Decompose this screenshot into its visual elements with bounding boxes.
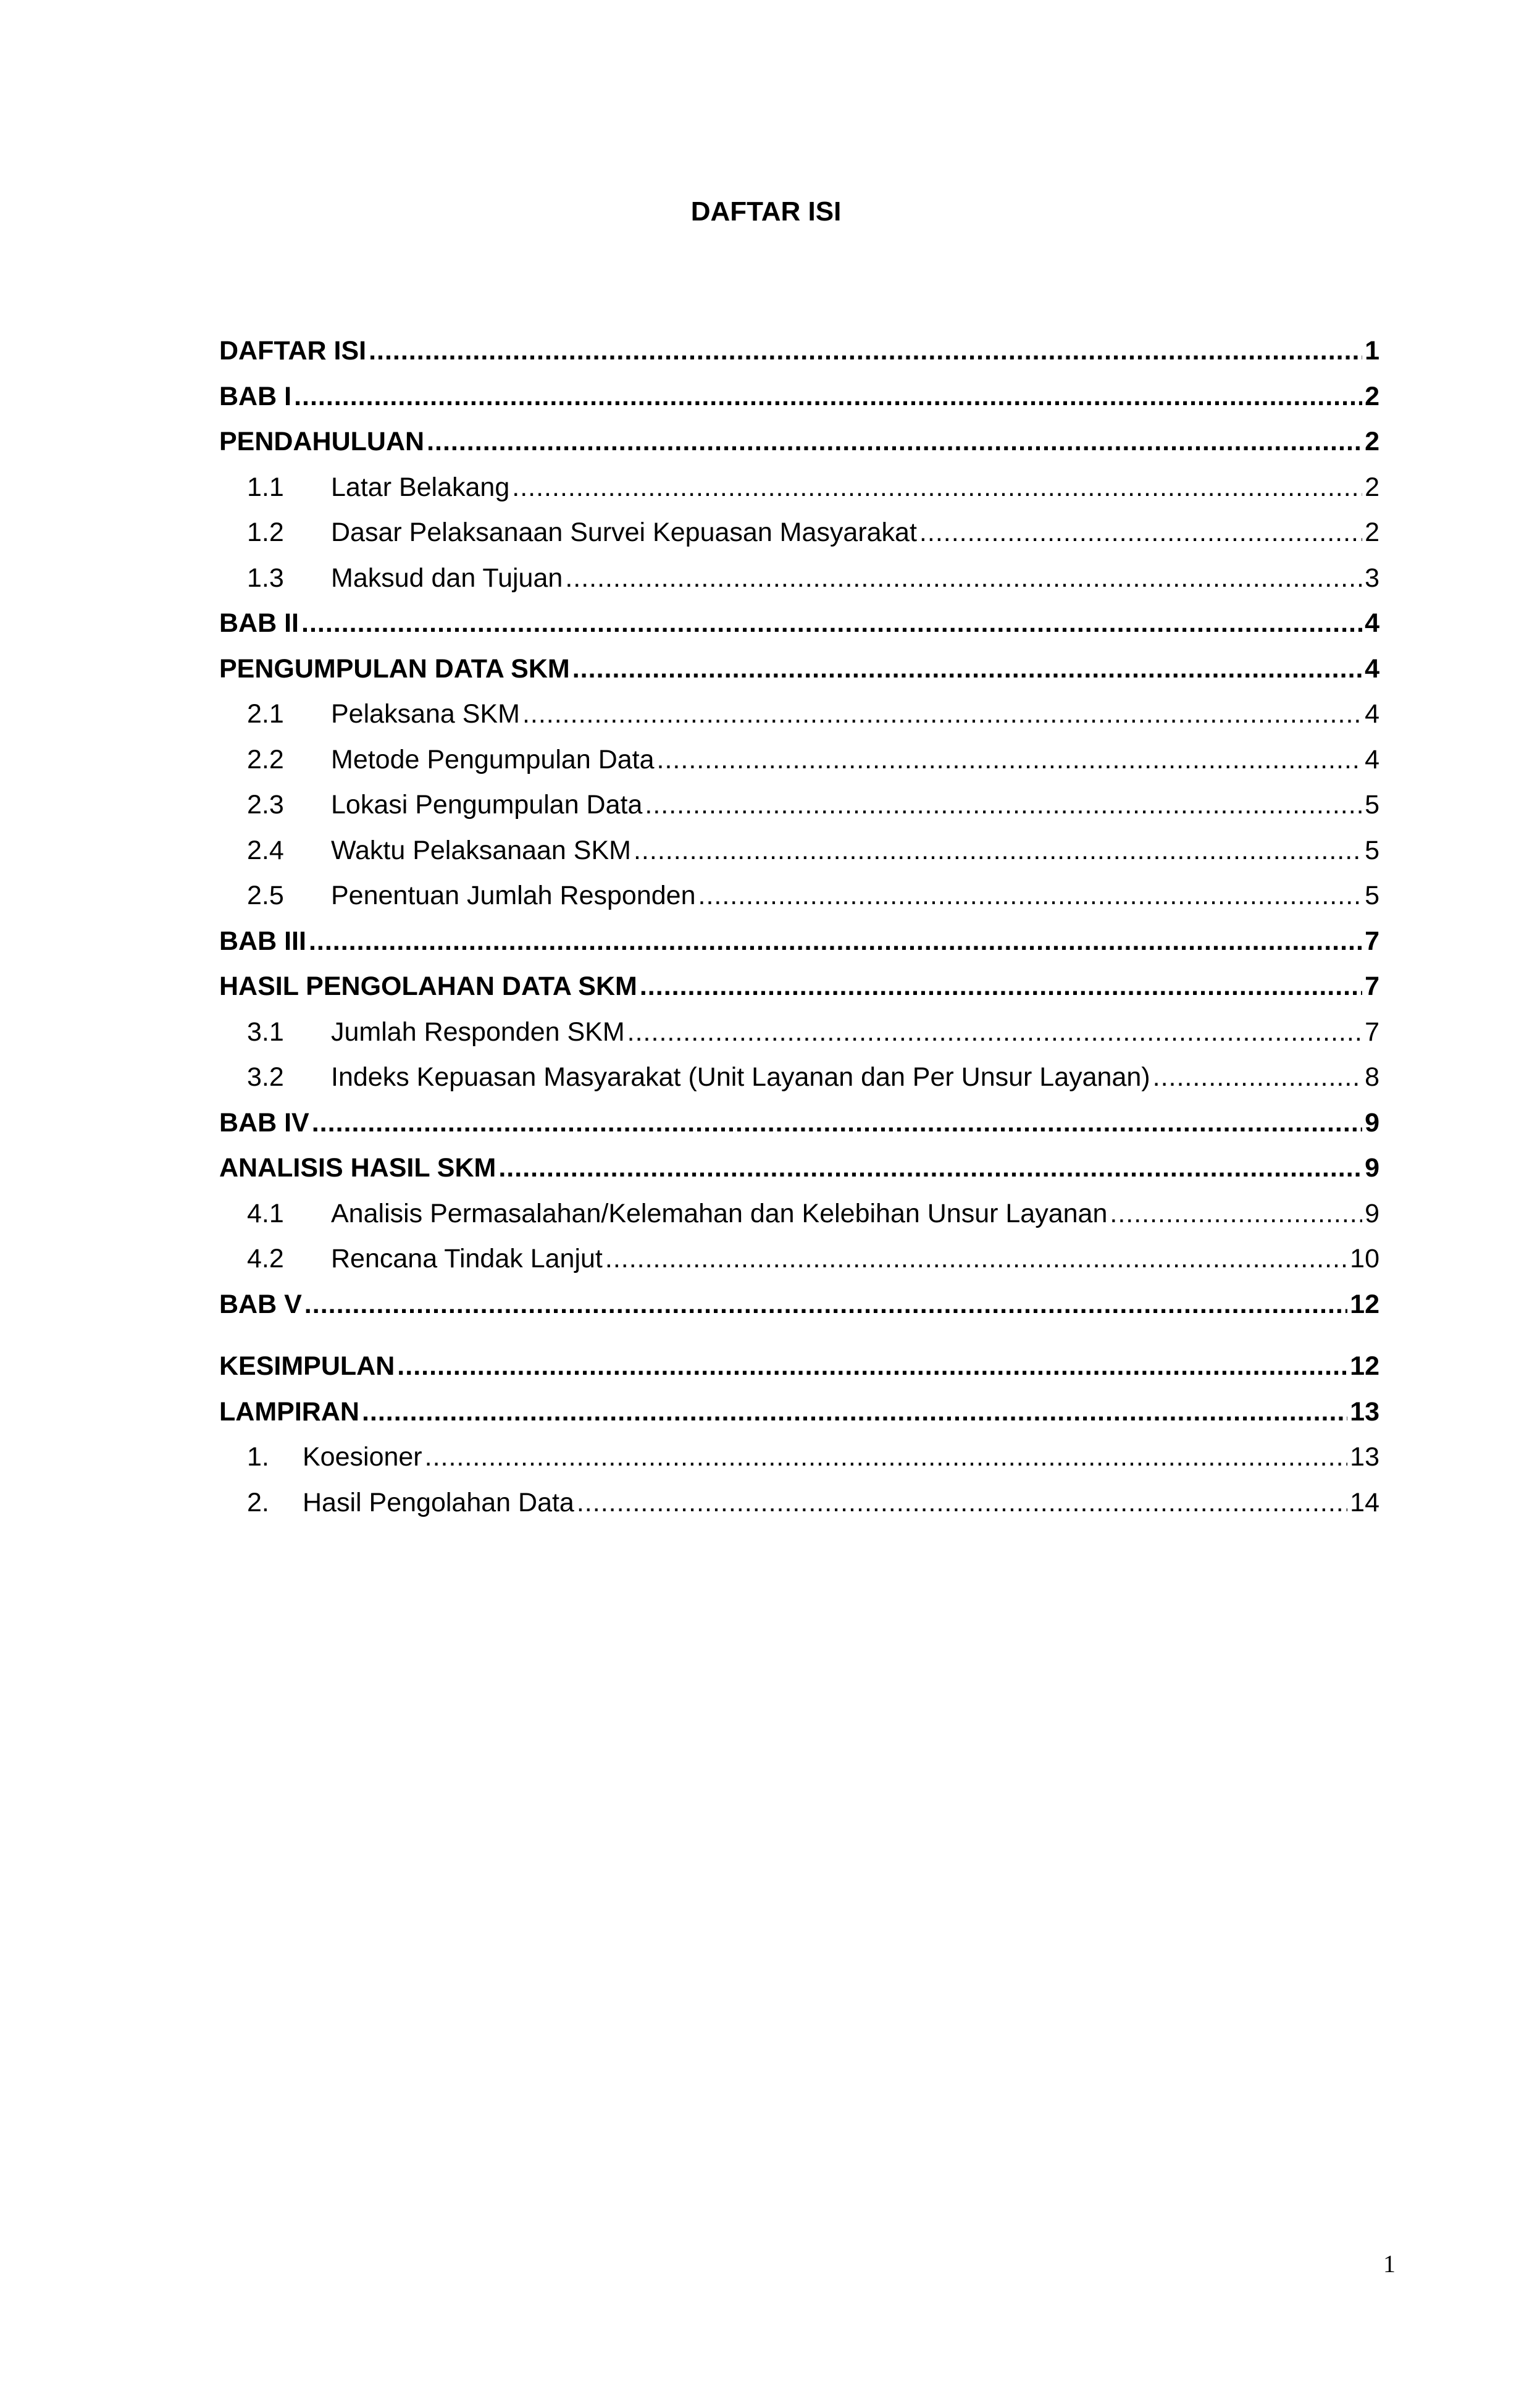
toc-entry-label: KESIMPULAN: [219, 1351, 395, 1381]
toc-entry[interactable]: [219, 1101, 1379, 1146]
toc-leader: [369, 329, 1362, 374]
toc-entry-page: 1: [1365, 336, 1379, 366]
toc-entry-page: 4: [1365, 653, 1379, 684]
toc-leader: [522, 692, 1362, 737]
toc-subentry[interactable]: [219, 1236, 1379, 1282]
toc-entry-number: 1.: [247, 1442, 269, 1472]
toc-entry-label: Penentuan Jumlah Responden: [331, 881, 696, 910]
page-number: 1: [1383, 2250, 1396, 2278]
toc-entry-page: 2: [1365, 427, 1379, 456]
toc-entry-page: 12: [1350, 1351, 1379, 1381]
toc-entry-number: 4.2: [247, 1244, 284, 1273]
toc-leader: [512, 465, 1362, 511]
toc-entry[interactable]: [219, 419, 1379, 465]
toc-leader: [1153, 1055, 1362, 1101]
toc-leader: [397, 1344, 1347, 1390]
toc-entry-page: 9: [1365, 1153, 1379, 1183]
toc-entry-label: Rencana Tindak Lanjut: [331, 1244, 603, 1273]
toc-entry-page: 5: [1365, 790, 1379, 820]
toc-leader: [572, 647, 1362, 692]
toc-entry[interactable]: [219, 601, 1379, 647]
toc-entry-label: PENDAHULUAN: [219, 427, 425, 456]
toc-subentry[interactable]: [219, 1191, 1379, 1237]
toc-entry-number: 3.2: [247, 1062, 284, 1092]
toc-entry-label: BAB III: [219, 926, 306, 956]
toc-subentry[interactable]: [219, 737, 1379, 783]
table-of-contents: [219, 329, 1379, 1525]
toc-leader: [657, 737, 1363, 783]
toc-entry-page: 4: [1365, 608, 1379, 638]
toc-entry-label: Pelaksana SKM: [331, 699, 520, 729]
toc-entry[interactable]: [219, 1344, 1379, 1390]
toc-entry-page: 8: [1365, 1062, 1379, 1092]
toc-entry[interactable]: [219, 374, 1379, 420]
toc-entry-page: 7: [1365, 926, 1379, 956]
toc-leader: [427, 419, 1362, 465]
toc-entry-label: Maksud dan Tujuan: [331, 563, 563, 593]
toc-leader: [425, 1435, 1348, 1480]
toc-entry-number: 3.1: [247, 1017, 284, 1047]
toc-leader: [362, 1390, 1347, 1435]
toc-entry-number: 1.3: [247, 563, 284, 593]
toc-entry-label: BAB II: [219, 608, 299, 638]
toc-entry[interactable]: [219, 964, 1379, 1010]
toc-subentry[interactable]: [219, 873, 1379, 919]
toc-entry-page: 4: [1365, 699, 1379, 729]
toc-entry-label: Jumlah Responden SKM: [331, 1017, 625, 1047]
toc-entry-label: PENGUMPULAN DATA SKM: [219, 653, 570, 684]
toc-subentry[interactable]: [219, 692, 1379, 737]
toc-entry-page: 3: [1365, 563, 1379, 593]
toc-entry-number: 2.5: [247, 881, 284, 910]
toc-entry-label: ANALISIS HASIL SKM: [219, 1153, 496, 1183]
toc-entry-label: Waktu Pelaksanaan SKM: [331, 835, 631, 865]
toc-entry-number: 1.1: [247, 472, 284, 502]
toc-entry-page: 9: [1365, 1107, 1379, 1138]
toc-leader: [309, 919, 1362, 965]
toc-subentry[interactable]: [219, 782, 1379, 828]
toc-entry-label: Koesioner: [303, 1442, 422, 1472]
toc-entry[interactable]: [219, 1390, 1379, 1435]
toc-entry[interactable]: [219, 647, 1379, 692]
toc-subentry[interactable]: [219, 510, 1379, 556]
toc-entry-page: 2: [1365, 472, 1379, 502]
toc-entry-label: Analisis Permasalahan/Kelemahan dan Kelebihan Unsur Layanan: [331, 1198, 1108, 1228]
toc-leader: [498, 1146, 1362, 1191]
toc-leader: [1110, 1191, 1362, 1237]
toc-entry-label: HASIL PENGOLAHAN DATA SKM: [219, 971, 637, 1001]
toc-leader: [919, 510, 1362, 556]
toc-entry-number: 2.: [247, 1487, 269, 1517]
toc-entry-number: 2.2: [247, 744, 284, 774]
toc-entry-page: 13: [1350, 1396, 1379, 1427]
toc-entry-label: Indeks Kepuasan Masyarakat (Unit Layanan dan Per Unsur Layanan): [331, 1062, 1150, 1092]
toc-leader: [634, 828, 1362, 874]
toc-entry-page: 4: [1365, 744, 1379, 774]
toc-entry-label: BAB IV: [219, 1107, 309, 1138]
toc-entry-label: Latar Belakang: [331, 472, 510, 502]
toc-entry-label: Hasil Pengolahan Data: [303, 1487, 574, 1517]
toc-leader: [698, 873, 1363, 919]
toc-entry-number: 1.2: [247, 518, 284, 547]
toc-leader: [312, 1101, 1362, 1146]
toc-entry-number: 2.3: [247, 790, 284, 820]
toc-entry[interactable]: [219, 1146, 1379, 1191]
toc-entry[interactable]: [219, 919, 1379, 965]
toc-entry-page: 5: [1365, 881, 1379, 910]
toc-entry-page: 2: [1365, 381, 1379, 411]
toc-leader: [645, 782, 1362, 828]
toc-entry-label: Lokasi Pengumpulan Data: [331, 790, 643, 820]
toc-entry-number: 2.4: [247, 835, 284, 865]
toc-entry-label: Metode Pengumpulan Data: [331, 744, 655, 774]
toc-entry-label: Dasar Pelaksanaan Survei Kepuasan Masyarakat: [331, 518, 917, 547]
toc-entry-page: 2: [1365, 518, 1379, 547]
page-title: DAFTAR ISI: [690, 196, 842, 227]
toc-leader: [301, 601, 1362, 647]
toc-leader: [294, 374, 1362, 420]
toc-subentry[interactable]: [219, 556, 1379, 602]
toc-subentry[interactable]: [219, 1480, 1379, 1526]
toc-entry[interactable]: [219, 329, 1379, 374]
toc-entry-page: 7: [1365, 1017, 1379, 1047]
toc-subentry[interactable]: [219, 1435, 1379, 1480]
toc-entry-page: 13: [1350, 1442, 1379, 1472]
toc-entry-number: 2.1: [247, 699, 284, 729]
toc-entry-label: BAB V: [219, 1289, 302, 1319]
toc-leader: [565, 556, 1362, 602]
toc-entry[interactable]: [219, 1282, 1379, 1328]
toc-entry-label: BAB I: [219, 381, 292, 411]
toc-entry-page: 10: [1350, 1244, 1379, 1273]
toc-leader: [304, 1282, 1347, 1328]
toc-entry-page: 14: [1350, 1487, 1379, 1517]
toc-leader: [627, 1010, 1362, 1055]
toc-leader: [605, 1236, 1347, 1282]
toc-leader: [640, 964, 1362, 1010]
toc-leader: [577, 1480, 1347, 1526]
toc-subentry[interactable]: [219, 1010, 1379, 1055]
toc-entry-page: 12: [1350, 1289, 1379, 1319]
toc-subentry[interactable]: [219, 828, 1379, 874]
toc-subentry[interactable]: [219, 465, 1379, 511]
toc-entry-label: DAFTAR ISI: [219, 336, 367, 366]
toc-entry-page: 7: [1365, 971, 1379, 1001]
toc-entry-page: 5: [1365, 835, 1379, 865]
toc-subentry[interactable]: [219, 1055, 1379, 1101]
toc-entry-number: 4.1: [247, 1198, 284, 1228]
toc-entry-label: LAMPIRAN: [219, 1396, 359, 1427]
toc-entry-page: 9: [1365, 1198, 1379, 1228]
